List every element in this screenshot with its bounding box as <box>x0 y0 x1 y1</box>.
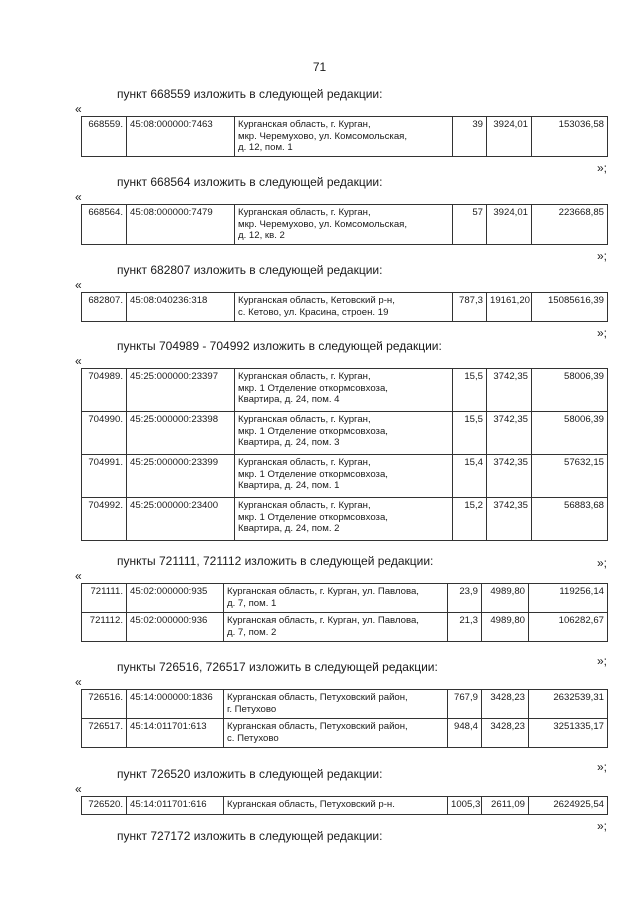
address-cell: Курганская область, г. Курган, мкр. Черемухово, ул. Комсомольская, д. 12, кв. 2 <box>235 205 453 245</box>
table-row <box>82 690 608 719</box>
amount-cell: 119256,14 <box>529 584 608 613</box>
row-number-cell: 668559. <box>82 117 127 157</box>
close-quote: »; <box>596 161 607 175</box>
area-cell: 39 <box>453 117 487 157</box>
address-cell: Курганская область, г. Курган, ул. Павлова, д. 7, пом. 2 <box>224 613 448 642</box>
property-table <box>81 796 608 815</box>
cadastral-number-cell: 45:02:000000:935 <box>127 584 224 613</box>
open-quote: « <box>75 190 82 204</box>
address-cell: Курганская область, г. Курган, мкр. 1 Отделение откормсовхоза, Квартира, д. 24, пом. 1 <box>235 455 453 498</box>
amount-cell: 106282,67 <box>529 613 608 642</box>
table-row <box>82 293 608 322</box>
address-cell: Курганская область, Петуховский район, г. Петухово <box>224 690 448 719</box>
property-table <box>81 116 608 157</box>
close-quote: »; <box>596 326 607 340</box>
area-cell: 948,4 <box>448 719 482 748</box>
page-number: 71 <box>312 60 327 74</box>
rate-cell: 3924,01 <box>487 205 532 245</box>
rate-cell: 3742,35 <box>487 412 532 455</box>
close-quote: »; <box>596 760 607 774</box>
open-quote: « <box>75 278 82 292</box>
amendment-intro: пункт 726520 изложить в следующей редакции: <box>117 767 383 781</box>
area-cell: 57 <box>453 205 487 245</box>
table-row <box>82 205 608 245</box>
cadastral-number-cell: 45:08:000000:7463 <box>127 117 235 157</box>
cadastral-number-cell: 45:14:011701:616 <box>127 797 224 815</box>
table-row <box>82 613 608 642</box>
area-cell: 15,4 <box>453 455 487 498</box>
open-quote: « <box>75 569 82 583</box>
close-quote: »; <box>596 654 607 668</box>
amendment-intro: пункты 721111, 721112 изложить в следующей редакции: <box>117 554 434 568</box>
amount-cell: 153036,58 <box>532 117 608 157</box>
table-row <box>82 719 608 748</box>
amount-cell: 56883,68 <box>532 498 608 541</box>
address-cell: Курганская область, Петуховский р-н. <box>224 797 448 815</box>
amendment-intro: пункты 726516, 726517 изложить в следующей редакции: <box>117 660 438 674</box>
property-table <box>81 292 608 322</box>
row-number-cell: 726520. <box>82 797 127 815</box>
table-row <box>82 369 608 412</box>
row-number-cell: 668564. <box>82 205 127 245</box>
rate-cell: 4989,80 <box>482 584 529 613</box>
amount-cell: 15085616,39 <box>532 293 608 322</box>
cadastral-number-cell: 45:02:000000:936 <box>127 613 224 642</box>
address-cell: Курганская область, Петуховский район, с. Петухово <box>224 719 448 748</box>
amount-cell: 2632539,31 <box>529 690 608 719</box>
amendment-intro: пункт 668564 изложить в следующей редакции: <box>117 175 383 189</box>
row-number-cell: 704990. <box>82 412 127 455</box>
cadastral-number-cell: 45:25:000000:23398 <box>127 412 235 455</box>
row-number-cell: 704992. <box>82 498 127 541</box>
amount-cell: 223668,85 <box>532 205 608 245</box>
rate-cell: 19161,20 <box>487 293 532 322</box>
rate-cell: 3742,35 <box>487 498 532 541</box>
row-number-cell: 726516. <box>82 690 127 719</box>
row-number-cell: 704989. <box>82 369 127 412</box>
address-cell: Курганская область, г. Курган, мкр. 1 Отделение откормсовхоза, Квартира, д. 24, пом. 3 <box>235 412 453 455</box>
row-number-cell: 682807. <box>82 293 127 322</box>
address-cell: Курганская область, г. Курган, ул. Павлова, д. 7, пом. 1 <box>224 584 448 613</box>
open-quote: « <box>75 354 82 368</box>
rate-cell: 3428,23 <box>482 719 529 748</box>
area-cell: 21,3 <box>448 613 482 642</box>
address-cell: Курганская область, г. Курган, мкр. Черемухово, ул. Комсомольская, д. 12, пом. 1 <box>235 117 453 157</box>
table-row <box>82 455 608 498</box>
amount-cell: 57632,15 <box>532 455 608 498</box>
row-number-cell: 726517. <box>82 719 127 748</box>
amendment-intro: пункты 704989 - 704992 изложить в следующей редакции: <box>117 339 442 353</box>
table-row <box>82 797 608 815</box>
table-row <box>82 498 608 541</box>
close-quote: »; <box>596 249 607 263</box>
cadastral-number-cell: 45:14:011701:613 <box>127 719 224 748</box>
area-cell: 787,3 <box>453 293 487 322</box>
amendment-intro: пункт 668559 изложить в следующей редакции: <box>117 87 383 101</box>
rate-cell: 3924,01 <box>487 117 532 157</box>
property-table <box>81 689 608 748</box>
amendment-intro: пункт 727172 изложить в следующей редакции: <box>117 829 383 843</box>
open-quote: « <box>75 782 82 796</box>
area-cell: 15,5 <box>453 412 487 455</box>
row-number-cell: 721111. <box>82 584 127 613</box>
cadastral-number-cell: 45:14:000000:1836 <box>127 690 224 719</box>
rate-cell: 3428,23 <box>482 690 529 719</box>
area-cell: 767,9 <box>448 690 482 719</box>
close-quote: »; <box>596 556 607 570</box>
area-cell: 15,5 <box>453 369 487 412</box>
cadastral-number-cell: 45:08:040236:318 <box>127 293 235 322</box>
table-row <box>82 412 608 455</box>
table-row <box>82 117 608 157</box>
rate-cell: 3742,35 <box>487 369 532 412</box>
area-cell: 1005,3 <box>448 797 482 815</box>
row-number-cell: 704991. <box>82 455 127 498</box>
cadastral-number-cell: 45:08:000000:7479 <box>127 205 235 245</box>
address-cell: Курганская область, г. Курган, мкр. 1 Отделение откормсовхоза, Квартира, д. 24, пом. 4 <box>235 369 453 412</box>
row-number-cell: 721112. <box>82 613 127 642</box>
address-cell: Курганская область, Кетовский р-н, с. Кетово, ул. Красина, строен. 19 <box>235 293 453 322</box>
area-cell: 15,2 <box>453 498 487 541</box>
open-quote: « <box>75 675 82 689</box>
cadastral-number-cell: 45:25:000000:23397 <box>127 369 235 412</box>
close-quote: »; <box>596 819 607 833</box>
cadastral-number-cell: 45:25:000000:23400 <box>127 498 235 541</box>
area-cell: 23,9 <box>448 584 482 613</box>
property-table <box>81 368 608 541</box>
cadastral-number-cell: 45:25:000000:23399 <box>127 455 235 498</box>
rate-cell: 3742,35 <box>487 455 532 498</box>
rate-cell: 4989,80 <box>482 613 529 642</box>
address-cell: Курганская область, г. Курган, мкр. 1 Отделение откормсовхоза, Квартира, д. 24, пом. 2 <box>235 498 453 541</box>
amount-cell: 3251335,17 <box>529 719 608 748</box>
rate-cell: 2611,09 <box>482 797 529 815</box>
amount-cell: 58006,39 <box>532 412 608 455</box>
open-quote: « <box>75 102 82 116</box>
table-row <box>82 584 608 613</box>
property-table <box>81 583 608 642</box>
amount-cell: 58006,39 <box>532 369 608 412</box>
property-table <box>81 204 608 245</box>
amount-cell: 2624925,54 <box>529 797 608 815</box>
amendment-intro: пункт 682807 изложить в следующей редакции: <box>117 263 383 277</box>
